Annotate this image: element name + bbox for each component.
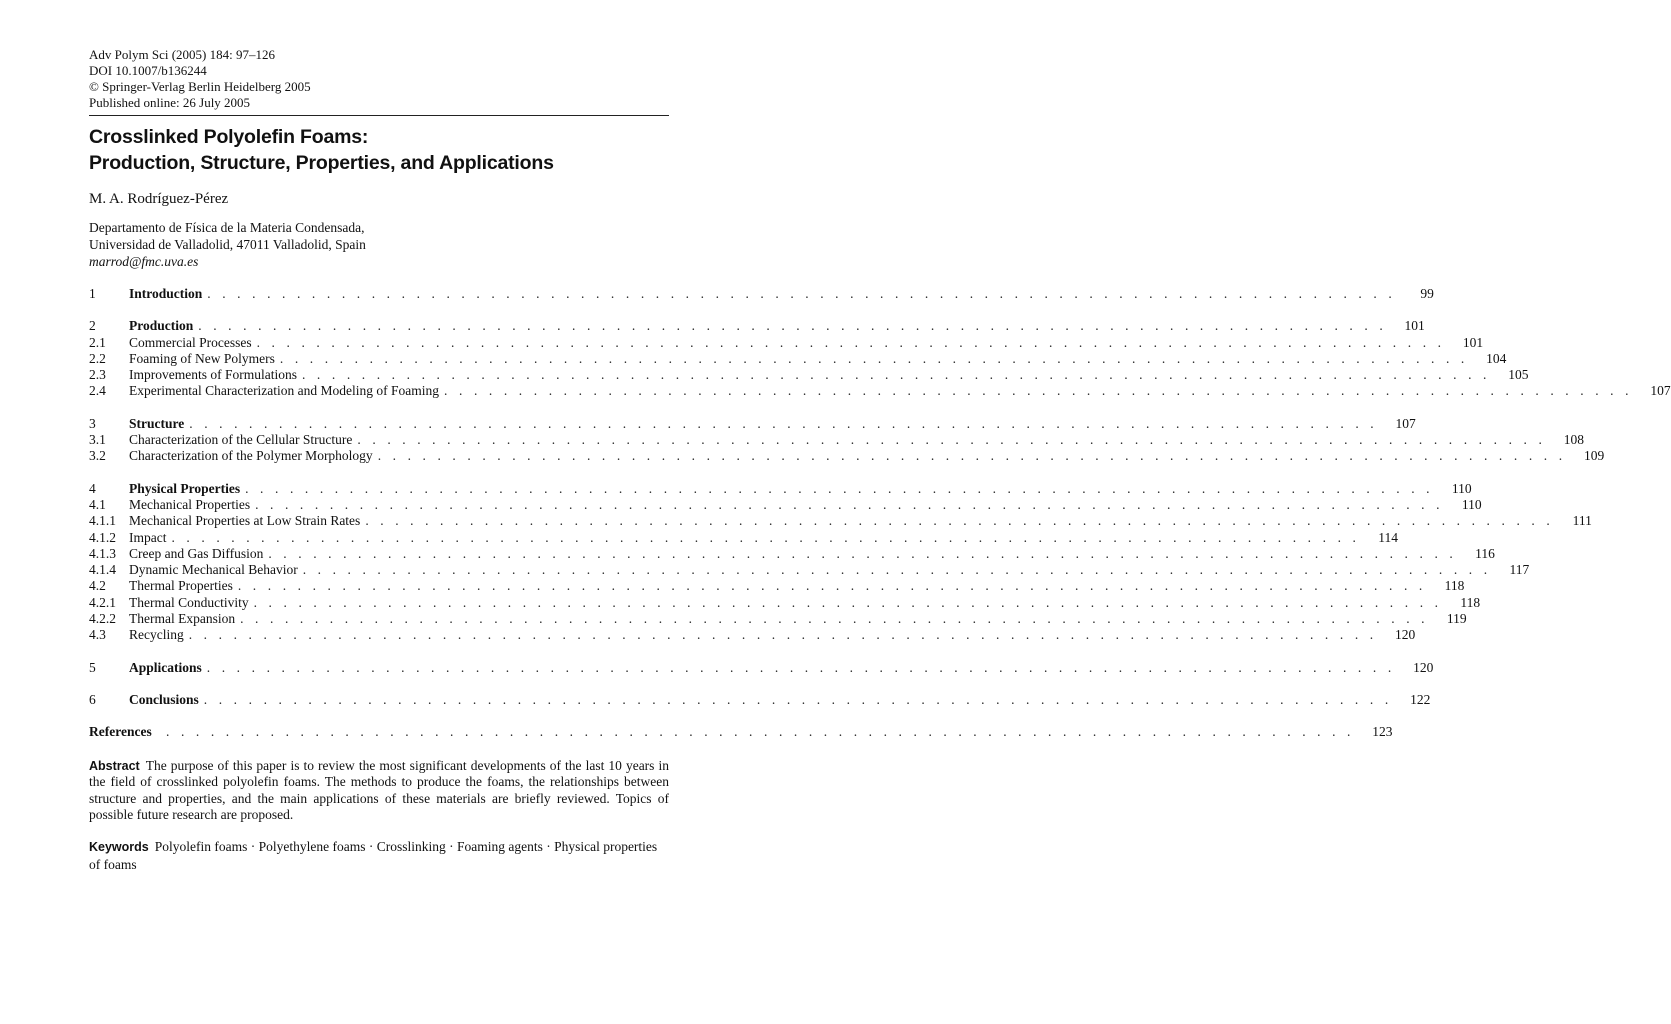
toc-row[interactable] — [89, 496, 1482, 513]
toc-page-number: 110 — [1451, 480, 1472, 496]
toc-row-references[interactable] — [89, 724, 1393, 740]
copyright: © Springer-Verlag Berlin Heidelberg 2005 — [89, 79, 311, 94]
toc-section-number: 2 — [89, 318, 96, 334]
toc-section-title: References — [89, 724, 152, 740]
toc-dot-leader: . . . . . . . . . . . . . . . . . . . . . . . . . . . . . . . . . . . . . . . . . . . . . . . . . . . . . . . . . . . . . . . . . . . . . . . . . . . . . . . . — [268, 545, 1457, 561]
toc-section-title: Mechanical Properties at Low Strain Rates — [129, 513, 361, 529]
toc-row[interactable] — [89, 480, 1472, 497]
toc-page-number: 122 — [1410, 691, 1431, 707]
toc-row[interactable] — [89, 415, 1416, 432]
toc-page-number: 104 — [1486, 350, 1507, 366]
toc-section-number: 4.1.1 — [89, 513, 116, 529]
paper-page — [89, 47, 1671, 873]
toc-section-title: Foaming of New Polymers — [129, 350, 275, 366]
toc-dot-leader: . . . . . . . . . . . . . . . . . . . . . . . . . . . . . . . . . . . . . . . . . . . . . . . . . . . . . . . . . . . . . . . . . . . . . . . . . . . . . . . . — [256, 334, 1446, 350]
journal-header — [89, 47, 669, 111]
toc-page-number: 99 — [1420, 286, 1434, 301]
author-name: M. A. Rodríguez-Pérez — [89, 191, 229, 207]
affiliation — [89, 219, 669, 270]
toc-section-number: 4.1 — [89, 496, 106, 512]
toc-dot-leader: . . . . . . . . . . . . . . . . . . . . . . . . . . . . . . . . . . . . . . . . . . . . . . . . . . . . . . . . . . . . . . . . . . . . . . . . . . . . . . . . — [166, 724, 1355, 740]
toc-row[interactable] — [89, 513, 1592, 529]
toc-row[interactable] — [89, 383, 1671, 399]
toc-section-title: Mechanical Properties — [129, 496, 251, 512]
toc-dot-leader: . . . . . . . . . . . . . . . . . . . . . . . . . . . . . . . . . . . . . . . . . . . . . . . . . . . . . . . . . . . . . . . . . . . . . . . . . . . . . . . . — [255, 496, 1444, 512]
author-email: marrod@fmc.uva.es — [89, 254, 199, 269]
toc-section-number: 2.1 — [89, 334, 106, 350]
title-line-1: Crosslinked Polyolefin Foams: — [89, 126, 369, 148]
toc-dot-leader: . . . . . . . . . . . . . . . . . . . . . . . . . . . . . . . . . . . . . . . . . . . . . . . . . . . . . . . . . . . . . . . . . . . . . . . . . . . . . . . . — [279, 350, 1469, 366]
toc-page-number: 116 — [1475, 545, 1495, 561]
toc-section-number: 4.2.1 — [89, 594, 116, 610]
toc-page-number: 118 — [1444, 578, 1465, 594]
toc-page-number: 101 — [1404, 318, 1425, 334]
toc-row[interactable] — [89, 627, 1416, 643]
toc-row[interactable] — [89, 594, 1481, 611]
toc-page-number: 119 — [1446, 611, 1467, 627]
title-line-2: Production, Structure, Properties, and Applications — [89, 152, 554, 174]
toc-page-number: 118 — [1460, 594, 1481, 610]
toc-page-number: 105 — [1508, 367, 1529, 383]
toc-row[interactable] — [89, 350, 1507, 367]
toc-dot-leader: . . . . . . . . . . . . . . . . . . . . . . . . . . . . . . . . . . . . . . . . . . . . . . . . . . . . . . . . . . . . . . . . . . . . . . . . . . . . . . . . — [357, 432, 1546, 448]
toc-dot-leader: . . . . . . . . . . . . . . . . . . . . . . . . . . . . . . . . . . . . . . . . . . . . . . . . . . . . . . . . . . . . . . . . . . . . . . . . . . . . . . . . — [302, 562, 1492, 578]
toc-page-number: 114 — [1378, 529, 1399, 545]
keywords-text: Polyolefin foams · Polyethylene foams · Crosslinking · Foaming agents · Physical properties of foams — [89, 838, 658, 872]
toc-section-number: 4.2 — [89, 578, 106, 594]
toc-section-title: Thermal Expansion — [129, 611, 236, 627]
toc-dot-leader: . . . . . . . . . . . . . . . . . . . . . . . . . . . . . . . . . . . . . . . . . . . . . . . . . . . . . . . . . . . . . . . . . . . . . . . . . . . . . . . . — [171, 529, 1361, 545]
toc-section-title: Structure — [129, 415, 185, 431]
toc-dot-leader: . . . . . . . . . . . . . . . . . . . . . . . . . . . . . . . . . . . . . . . . . . . . . . . . . . . . . . . . . . . . . . . . . . . . . . . . . . . . . . . . — [198, 318, 1387, 334]
toc-row[interactable] — [89, 611, 1467, 627]
toc-section-title: Thermal Conductivity — [129, 594, 249, 610]
toc-section-number: 4.2.2 — [89, 611, 116, 627]
toc-section-title: Applications — [129, 659, 202, 675]
toc-section-number: 2.4 — [89, 383, 106, 399]
toc-section-title: Commercial Processes — [129, 334, 252, 350]
toc-section-number: 4.1.3 — [89, 545, 116, 561]
toc-section-title: Thermal Properties — [129, 578, 233, 594]
toc-dot-leader: . . . . . . . . . . . . . . . . . . . . . . . . . . . . . . . . . . . . . . . . . . . . . . . . . . . . . . . . . . . . . . . . . . . . . . . . . . . . . . . . — [245, 480, 1434, 496]
toc-section-number: 4.1.4 — [89, 562, 116, 578]
toc-section-number: 2.3 — [89, 367, 106, 383]
toc-dot-leader: . . . . . . . . . . . . . . . . . . . . . . . . . . . . . . . . . . . . . . . . . . . . . . . . . . . . . . . . . . . . . . . . . . . . . . . . . . . . . . . . — [206, 659, 1396, 675]
keywords — [89, 838, 669, 873]
toc-row[interactable] — [89, 448, 1605, 464]
toc-section-title: Introduction — [129, 286, 203, 301]
toc-section-title: Creep and Gas Diffusion — [129, 545, 264, 561]
toc-section-number: 2.2 — [89, 350, 106, 366]
toc-section-title: Characterization of the Polymer Morphology — [129, 448, 373, 464]
toc-page-number: 120 — [1395, 627, 1416, 643]
toc-page-number: 120 — [1413, 659, 1434, 675]
toc-section-number: 6 — [89, 691, 96, 707]
toc-dot-leader: . . . . . . . . . . . . . . . . . . . . . . . . . . . . . . . . . . . . . . . . . . . . . . . . . . . . . . . . . . . . . . . . . . . . . . . . . . . . . . . . — [207, 286, 1396, 301]
toc-row[interactable] — [89, 367, 1529, 383]
toc-row[interactable] — [89, 318, 1425, 334]
toc-row[interactable] — [89, 286, 1434, 302]
affiliation-line-1: Departamento de Física de la Materia Condensada, — [89, 220, 365, 235]
toc-row[interactable] — [89, 578, 1465, 594]
toc-row[interactable] — [89, 432, 1584, 448]
toc-row[interactable] — [89, 562, 1530, 578]
header-rule — [89, 115, 669, 116]
toc-section-title: Experimental Characterization and Modeling of Foaming — [129, 383, 440, 399]
paper-title — [89, 124, 669, 176]
table-of-contents — [89, 286, 1671, 741]
toc-row[interactable] — [89, 529, 1399, 546]
toc-dot-leader: . . . . . . . . . . . . . . . . . . . . . . . . . . . . . . . . . . . . . . . . . . . . . . . . . . . . . . . . . . . . . . . . . . . . . . . . . . . . . . . . — [253, 594, 1443, 610]
toc-dot-leader: . . . . . . . . . . . . . . . . . . . . . . . . . . . . . . . . . . . . . . . . . . . . . . . . . . . . . . . . . . . . . . . . . . . . . . . . . . . . . . . . — [377, 448, 1567, 464]
toc-row[interactable] — [89, 659, 1434, 676]
toc-section-number: 1 — [89, 286, 96, 301]
abstract — [89, 758, 669, 824]
abstract-text: The purpose of this paper is to review the most significant developments of the last 10 years in the field of crosslinked polyolefin foams. The methods to produce the foams, the relationships between structure and properties, and the main applications of these materials are briefly reviewed. Topics of possible future research are proposed. — [89, 757, 669, 823]
toc-page-number: 107 — [1650, 383, 1671, 399]
toc-page-number: 101 — [1462, 334, 1484, 350]
toc-dot-leader: . . . . . . . . . . . . . . . . . . . . . . . . . . . . . . . . . . . . . . . . . . . . . . . . . . . . . . . . . . . . . . . . . . . . . . . . . . . . . . . . — [444, 383, 1633, 399]
toc-section-number: 4.1.2 — [89, 529, 116, 545]
toc-page-number: 110 — [1461, 496, 1482, 512]
toc-section-title: Conclusions — [129, 691, 199, 707]
toc-page-number: 111 — [1572, 513, 1592, 529]
toc-section-title: Physical Properties — [129, 480, 241, 496]
toc-dot-leader: . . . . . . . . . . . . . . . . . . . . . . . . . . . . . . . . . . . . . . . . . . . . . . . . . . . . . . . . . . . . . . . . . . . . . . . . . . . . . . . . — [365, 513, 1554, 529]
published-date: Published online: 26 July 2005 — [89, 95, 251, 110]
toc-page-number: 123 — [1372, 724, 1393, 740]
toc-section-title: Recycling — [129, 627, 184, 643]
toc-section-title: Production — [129, 318, 194, 334]
toc-row[interactable] — [89, 545, 1495, 562]
toc-dot-leader: . . . . . . . . . . . . . . . . . . . . . . . . . . . . . . . . . . . . . . . . . . . . . . . . . . . . . . . . . . . . . . . . . . . . . . . . . . . . . . . . — [203, 691, 1393, 707]
toc-dot-leader: . . . . . . . . . . . . . . . . . . . . . . . . . . . . . . . . . . . . . . . . . . . . . . . . . . . . . . . . . . . . . . . . . . . . . . . . . . . . . . . . — [301, 367, 1491, 383]
toc-page-number: 117 — [1509, 562, 1530, 578]
toc-page-number: 108 — [1563, 432, 1584, 448]
affiliation-line-2: Universidad de Valladolid, 47011 Valladolid, Spain — [89, 237, 366, 252]
toc-section-title: Dynamic Mechanical Behavior — [129, 562, 298, 578]
toc-row[interactable] — [89, 691, 1431, 708]
toc-section-title: Impact — [129, 529, 167, 545]
toc-dot-leader: . . . . . . . . . . . . . . . . . . . . . . . . . . . . . . . . . . . . . . . . . . . . . . . . . . . . . . . . . . . . . . . . . . . . . . . . . . . . . . . . — [237, 578, 1427, 594]
toc-page-number: 107 — [1395, 415, 1416, 431]
toc-page-number: 109 — [1583, 448, 1605, 464]
toc-section-number: 3.2 — [89, 448, 106, 464]
journal-citation: Adv Polym Sci (2005) 184: 97–126 — [89, 47, 275, 62]
toc-row[interactable] — [89, 334, 1484, 351]
toc-dot-leader: . . . . . . . . . . . . . . . . . . . . . . . . . . . . . . . . . . . . . . . . . . . . . . . . . . . . . . . . . . . . . . . . . . . . . . . . . . . . . . . . — [240, 611, 1429, 627]
toc-section-number: 5 — [89, 659, 96, 675]
toc-dot-leader: . . . . . . . . . . . . . . . . . . . . . . . . . . . . . . . . . . . . . . . . . . . . . . . . . . . . . . . . . . . . . . . . . . . . . . . . . . . . . . . . — [189, 415, 1378, 431]
toc-section-title: Characterization of the Cellular Structure — [129, 432, 353, 448]
toc-section-number: 3.1 — [89, 432, 106, 448]
toc-section-number: 4 — [89, 480, 96, 496]
toc-section-number: 4.3 — [89, 627, 106, 643]
toc-dot-leader: . . . . . . . . . . . . . . . . . . . . . . . . . . . . . . . . . . . . . . . . . . . . . . . . . . . . . . . . . . . . . . . . . . . . . . . . . . . . . . . . — [188, 627, 1378, 643]
abstract-label: Abstract — [89, 758, 140, 773]
doi: DOI 10.1007/b136244 — [89, 63, 207, 78]
toc-section-title: Improvements of Formulations — [129, 367, 297, 383]
toc-section-number: 3 — [89, 415, 96, 431]
keywords-label: Keywords — [89, 839, 149, 854]
